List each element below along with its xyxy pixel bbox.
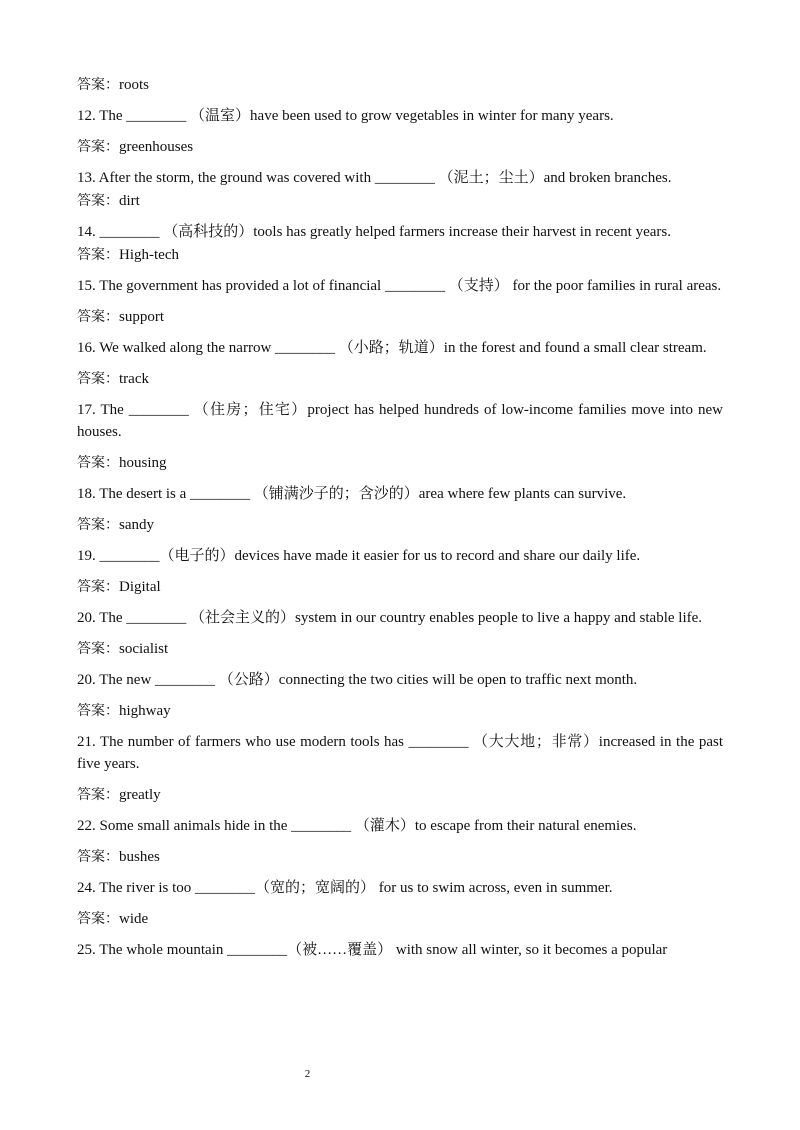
answer-line [77,700,723,722]
question-line: 24. The river is too ________（宽的；宽阔的） for us to swim across, even in summer. [77,880,613,896]
question-line: 21. The number of farmers who use modern tools has ________ （大大地；非常）increased in the past five years. [77,734,723,772]
answer-text: Digital [119,579,161,595]
answer-text: housing [119,455,167,471]
answer-text: High-tech [119,247,179,263]
answer-label: 答案： [77,641,119,657]
answer-text: dirt [119,193,140,209]
answer-line [77,136,723,158]
page-number: 2 [304,1068,311,1080]
answer-text: socialist [119,641,169,657]
answer-line [77,784,723,806]
answer-label: 答案： [77,849,119,865]
document-body [77,74,723,961]
question-line: 22. Some small animals hide in the ________ （灌木）to escape from their natural enemies. [77,818,637,834]
question-line: 20. The new ________ （公路）connecting the two cities will be open to traffic next month. [77,672,638,688]
answer-text: track [119,371,149,387]
question-line: 18. The desert is a ________ （铺满沙子的；含沙的）area where few plants can survive. [77,486,627,502]
answer-text: greatly [119,787,161,803]
question-line: 25. The whole mountain ________（被……覆盖） with snow all winter, so it becomes a popular [77,942,668,958]
answer-label: 答案： [77,455,119,471]
answer-label: 答案： [77,517,119,533]
question-line: 19. ________（电子的）devices have made it easier for us to record and share our daily life. [77,548,641,564]
question-line: 17. The ________ （住房；住宅）project has helped hundreds of low-income families move into new houses. [77,402,723,440]
answer-line [77,638,723,660]
answer-label: 答案： [77,309,119,325]
answer-line [77,190,723,212]
answer-line [77,368,723,390]
answer-text: support [119,309,164,325]
answer-text: wide [119,911,149,927]
answer-line [77,74,723,96]
answer-text: greenhouses [119,139,194,155]
question-line: 16. We walked along the narrow ________ （小路；轨道）in the forest and found a small clear stream. [77,340,707,356]
answer-line [77,908,723,930]
answer-label: 答案： [77,77,119,93]
question-line: 15. The government has provided a lot of financial ________ （支持） for the poor families in rural areas. [77,278,722,294]
answer-label: 答案： [77,139,119,155]
answer-text: bushes [119,849,160,865]
answer-text: highway [119,703,171,719]
answer-line [77,846,723,868]
answer-label: 答案： [77,787,119,803]
answer-line [77,244,723,266]
answer-text: sandy [119,517,154,533]
answer-label: 答案： [77,579,119,595]
answer-label: 答案： [77,703,119,719]
question-line: 12. The ________ （温室）have been used to grow vegetables in winter for many years. [77,108,614,124]
answer-label: 答案： [77,193,119,209]
answer-line [77,514,723,536]
question-line: 13. After the storm, the ground was covered with ________ （泥土；尘土）and broken branches. [77,170,672,186]
answer-label: 答案： [77,911,119,927]
answer-line [77,306,723,328]
question-line: 20. The ________ （社会主义的）system in our country enables people to live a happy and stable life. [77,610,703,626]
answer-text: roots [119,77,149,93]
answer-label: 答案： [77,371,119,387]
answer-line [77,452,723,474]
answer-line [77,576,723,598]
answer-label: 答案： [77,247,119,263]
question-line: 14. ________ （高科技的）tools has greatly helped farmers increase their harvest in recent years. [77,224,671,240]
